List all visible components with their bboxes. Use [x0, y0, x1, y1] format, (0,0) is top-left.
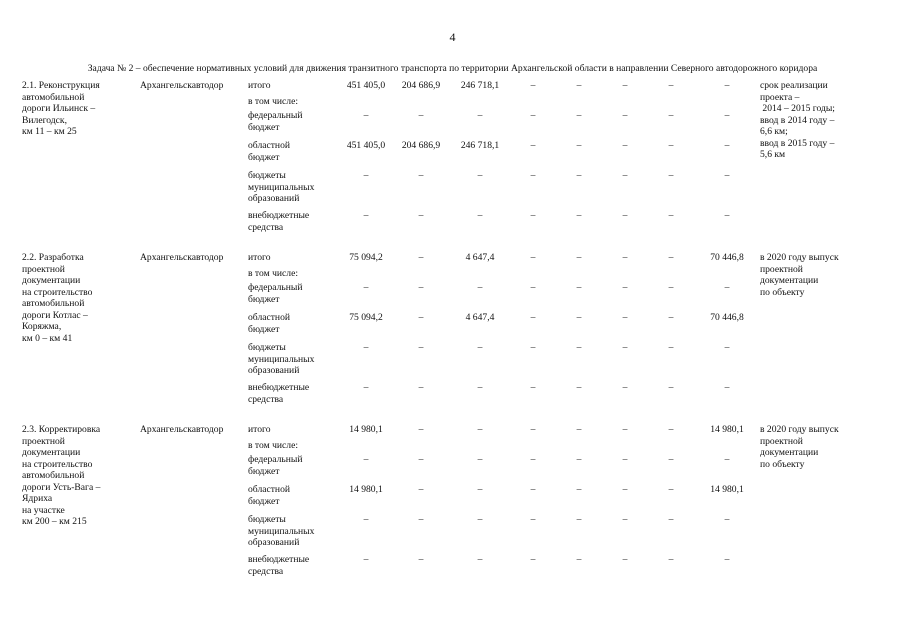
funding-source-cell [248, 454, 340, 484]
amount-cell [648, 268, 694, 282]
amount-cell [694, 268, 760, 282]
project-name-line: Вилегодск, [22, 114, 67, 126]
funding-source-line: средства [248, 221, 284, 233]
amount-cell [450, 440, 510, 454]
note-line: проекта – [760, 91, 800, 103]
funding-source-line: образований [248, 537, 300, 548]
amount-cell [602, 96, 648, 110]
amount-cell: 204 686,9 [401, 80, 441, 91]
funding-source-line: федеральный [248, 282, 303, 293]
project-name-line: проектной [22, 435, 65, 447]
project-name-line: документации [22, 275, 81, 286]
table-row [22, 424, 882, 440]
funding-source-line: итого [248, 80, 271, 91]
project-name-line: дороги Усть-Вага – [22, 481, 101, 493]
amount-cell: – [576, 210, 582, 221]
amount-cell: 204 686,9 [401, 140, 441, 151]
note-cell [760, 80, 882, 240]
funding-source-cell [248, 342, 340, 382]
amount-cell: – [668, 484, 674, 495]
amount-cell: – [530, 554, 536, 565]
amount-cell: – [477, 282, 483, 293]
amount-cell [340, 96, 392, 110]
funding-source-line: муниципальных [248, 181, 315, 193]
amount-cell: – [576, 382, 582, 393]
funding-source-cell [248, 514, 340, 554]
task-heading: Задача № 2 – обеспечение нормативных условий для движения транзитного транспорта по территории Архангельской области в направлении Северного автодорожного коридора [87, 63, 818, 74]
amount-cell: – [530, 110, 536, 121]
amount-cell [602, 268, 648, 282]
amount-cell [556, 440, 602, 454]
amount-cell: – [477, 170, 483, 181]
amount-cell: – [576, 514, 582, 525]
funding-source-line: образований [248, 193, 300, 204]
amount-cell: – [477, 382, 483, 393]
amount-cell: – [576, 554, 582, 565]
amount-cell: – [576, 454, 582, 465]
note-line: по объекту [760, 458, 805, 470]
note-line: документации [760, 275, 819, 286]
project-name-line: на участке [22, 504, 65, 516]
amount-cell: – [622, 342, 628, 353]
funding-source-line: в том числе: [248, 440, 299, 451]
note-line: по объекту [760, 286, 805, 298]
amount-cell: – [668, 424, 674, 435]
amount-cell: – [622, 80, 628, 91]
amount-cell: – [622, 312, 628, 323]
project-name-line: км 200 – км 215 [22, 516, 87, 527]
amount-cell: 246 718,1 [460, 80, 500, 91]
funding-source-line: образований [248, 365, 300, 376]
amount-cell: – [724, 342, 730, 353]
amount-cell: – [576, 282, 582, 293]
amount-cell: – [576, 80, 582, 91]
funding-source-line: муниципальных [248, 525, 315, 537]
amount-cell: – [477, 110, 483, 121]
funding-source-line: внебюджетные [248, 210, 310, 221]
section-gap [22, 240, 882, 252]
note-line: срок реализации [760, 80, 828, 91]
funding-source-line: бюджет [248, 495, 280, 507]
project-name-line: дороги Котлас – [22, 309, 88, 321]
note-cell [760, 252, 882, 412]
amount-cell: – [418, 424, 424, 435]
amount-cell: – [724, 210, 730, 221]
amount-cell: – [724, 514, 730, 525]
amount-cell: – [530, 382, 536, 393]
funding-source-cell [248, 110, 340, 140]
funding-source-line: бюджеты [248, 514, 286, 525]
table-row [22, 80, 882, 96]
amount-cell: 14 980,1 [710, 484, 744, 495]
funding-source-cell [248, 80, 340, 96]
funding-source-line: областной [248, 140, 291, 151]
amount-cell [450, 96, 510, 110]
project-name-cell [22, 80, 140, 240]
amount-cell: – [622, 454, 628, 465]
amount-cell: – [418, 484, 424, 495]
amount-cell: – [530, 312, 536, 323]
page-number: 4 [449, 30, 456, 44]
amount-cell: – [418, 454, 424, 465]
amount-cell: – [530, 342, 536, 353]
amount-cell: – [576, 424, 582, 435]
amount-cell: – [576, 110, 582, 121]
amount-cell [648, 96, 694, 110]
funding-source-line: муниципальных [248, 353, 315, 365]
funding-source-line: областной [248, 312, 291, 323]
funding-source-cell [248, 210, 340, 240]
funding-source-line: бюджет [248, 151, 280, 163]
amount-cell: – [668, 342, 674, 353]
funding-source-line: бюджет [248, 465, 280, 477]
note-line: в 2020 году выпуск [760, 424, 839, 435]
funding-source-line: итого [248, 252, 271, 263]
amount-cell: 451 405,0 [346, 140, 386, 151]
amount-cell: – [576, 312, 582, 323]
project-name-cell [22, 252, 140, 412]
note-line: проектной [760, 263, 803, 275]
note-line: документации [760, 447, 819, 458]
project-name-line: 2.3. Корректировка [22, 424, 101, 435]
amount-cell: – [724, 80, 730, 91]
funding-source-line: внебюджетные [248, 382, 310, 393]
amount-cell: 246 718,1 [460, 140, 500, 151]
amount-cell: – [576, 484, 582, 495]
amount-cell [510, 440, 556, 454]
amount-cell: – [530, 424, 536, 435]
amount-cell: – [622, 140, 628, 151]
amount-cell: – [363, 454, 369, 465]
amount-cell: – [668, 140, 674, 151]
amount-cell: 75 094,2 [349, 252, 383, 263]
funding-source-cell [248, 312, 340, 342]
funding-source-line: в том числе: [248, 96, 299, 107]
amount-cell: – [668, 170, 674, 181]
amount-cell: – [418, 312, 424, 323]
amount-cell: – [622, 554, 628, 565]
amount-cell: – [363, 210, 369, 221]
amount-cell: 451 405,0 [346, 80, 386, 91]
project-name-line: автомобильной [22, 298, 85, 309]
amount-cell: – [724, 170, 730, 181]
amount-cell: – [668, 454, 674, 465]
amount-cell: – [530, 282, 536, 293]
amount-cell: – [418, 514, 424, 525]
amount-cell: – [477, 424, 483, 435]
amount-cell: 4 647,4 [465, 252, 495, 263]
amount-cell: – [363, 382, 369, 393]
amount-cell [510, 96, 556, 110]
funding-source-cell [248, 252, 340, 268]
project-name-line: 2.2. Разработка [22, 252, 84, 263]
amount-cell: – [530, 252, 536, 263]
project-name-line: Коряжма, [22, 321, 62, 332]
amount-cell: – [668, 252, 674, 263]
project-name-cell [22, 424, 140, 584]
funding-source-line: бюджеты [248, 170, 286, 181]
executor-cell: Архангельскавтодор [140, 252, 224, 263]
amount-cell: 70 446,8 [710, 312, 744, 323]
amount-cell: – [530, 170, 536, 181]
amount-cell: – [622, 282, 628, 293]
project-name-line: автомобильной [22, 91, 85, 103]
project-name-line: на строительство [22, 286, 93, 298]
funding-source-line: бюджет [248, 293, 280, 305]
amount-cell [392, 440, 450, 454]
section-gap [22, 412, 882, 424]
project-name-line: документации [22, 447, 81, 458]
amount-cell: – [530, 80, 536, 91]
project-name-line: на строительство [22, 458, 93, 470]
amount-cell: – [418, 252, 424, 263]
amount-cell: – [418, 382, 424, 393]
amount-cell: – [477, 514, 483, 525]
amount-cell: – [418, 210, 424, 221]
amount-cell: – [530, 484, 536, 495]
funding-source-cell [248, 424, 340, 440]
funding-source-cell [248, 96, 340, 110]
amount-cell: – [668, 80, 674, 91]
amount-cell: – [418, 110, 424, 121]
amount-cell: – [477, 554, 483, 565]
amount-cell: – [622, 484, 628, 495]
amount-cell: – [622, 514, 628, 525]
note-line: в 2020 году выпуск [760, 252, 839, 263]
table-body [22, 80, 882, 584]
amount-cell: – [724, 454, 730, 465]
funding-source-cell [248, 484, 340, 514]
amount-cell: – [418, 554, 424, 565]
amount-cell [340, 440, 392, 454]
amount-cell: – [576, 252, 582, 263]
funding-source-line: внебюджетные [248, 554, 310, 565]
amount-cell: – [418, 342, 424, 353]
funding-source-cell [248, 382, 340, 412]
amount-cell: – [576, 342, 582, 353]
funding-source-line: областной [248, 484, 291, 495]
note-cell [760, 424, 882, 584]
funding-source-line: средства [248, 393, 284, 405]
executor-cell: Архангельскавтодор [140, 80, 224, 91]
amount-cell: 14 980,1 [710, 424, 744, 435]
amount-cell [450, 268, 510, 282]
amount-cell: 70 446,8 [710, 252, 744, 263]
funding-source-cell [248, 170, 340, 210]
project-name-line: Ядриха [22, 493, 53, 504]
amount-cell: – [363, 554, 369, 565]
amount-cell: – [668, 514, 674, 525]
amount-cell: – [530, 514, 536, 525]
amount-cell: 14 980,1 [349, 424, 383, 435]
note-line: 2014 – 2015 годы; [760, 103, 835, 114]
amount-cell [392, 268, 450, 282]
amount-cell: – [530, 140, 536, 151]
amount-cell: – [418, 170, 424, 181]
amount-cell: – [418, 282, 424, 293]
project-name-line: км 11 – км 25 [22, 126, 77, 137]
amount-cell: – [576, 140, 582, 151]
note-line: ввод в 2015 году – [760, 137, 835, 149]
amount-cell [694, 96, 760, 110]
amount-cell: – [477, 484, 483, 495]
amount-cell: – [668, 210, 674, 221]
note-line: 5,6 км [760, 149, 786, 160]
funding-source-cell [248, 282, 340, 312]
amount-cell: – [363, 170, 369, 181]
amount-cell: – [622, 210, 628, 221]
amount-cell [510, 268, 556, 282]
amount-cell: 4 647,4 [465, 312, 495, 323]
amount-cell [694, 440, 760, 454]
amount-cell [340, 268, 392, 282]
amount-cell: – [724, 140, 730, 151]
project-name-line: км 0 – км 41 [22, 332, 73, 344]
amount-cell: – [363, 282, 369, 293]
amount-cell: – [576, 170, 582, 181]
funding-source-cell [248, 140, 340, 170]
amount-cell: – [477, 342, 483, 353]
amount-cell [648, 440, 694, 454]
amount-cell: – [724, 282, 730, 293]
amount-cell: – [363, 342, 369, 353]
amount-cell: – [668, 554, 674, 565]
funding-source-line: бюджет [248, 323, 280, 335]
funding-source-line: в том числе: [248, 268, 299, 279]
funding-source-cell [248, 554, 340, 584]
amount-cell: – [363, 110, 369, 121]
amount-cell: – [622, 110, 628, 121]
funding-source-line: бюджет [248, 121, 280, 133]
amount-cell [392, 96, 450, 110]
project-name-line: проектной [22, 263, 65, 275]
amount-cell: – [477, 454, 483, 465]
amount-cell: – [622, 382, 628, 393]
funding-source-cell [248, 440, 340, 454]
amount-cell: – [622, 170, 628, 181]
amount-cell: – [724, 382, 730, 393]
amount-cell: – [668, 110, 674, 121]
note-line: 6,6 км; [760, 126, 788, 137]
project-name-line: 2.1. Реконструкция [22, 80, 100, 91]
funding-source-line: итого [248, 424, 271, 435]
amount-cell: 14 980,1 [349, 484, 383, 495]
executor-cell: Архангельскавтодор [140, 424, 224, 435]
amount-cell: – [668, 382, 674, 393]
amount-cell: – [530, 454, 536, 465]
project-name-line: автомобильной [22, 470, 85, 481]
amount-cell: – [530, 210, 536, 221]
amount-cell: – [363, 514, 369, 525]
amount-cell [556, 96, 602, 110]
note-line: ввод в 2014 году – [760, 114, 835, 126]
amount-cell: – [724, 110, 730, 121]
funding-source-line: федеральный [248, 110, 303, 121]
amount-cell [602, 440, 648, 454]
amount-cell: 75 094,2 [349, 312, 383, 323]
amount-cell: – [622, 424, 628, 435]
amount-cell: – [724, 554, 730, 565]
amount-cell: – [668, 312, 674, 323]
amount-cell: – [622, 252, 628, 263]
funding-source-line: федеральный [248, 454, 303, 465]
funding-source-cell [248, 268, 340, 282]
amount-cell: – [477, 210, 483, 221]
amount-cell: – [668, 282, 674, 293]
funding-source-line: средства [248, 565, 284, 577]
funding-source-line: бюджеты [248, 342, 286, 353]
table-row [22, 252, 882, 268]
program-table [22, 80, 882, 584]
project-name-line: дороги Ильинск – [22, 103, 96, 114]
note-line: проектной [760, 435, 803, 447]
amount-cell [556, 268, 602, 282]
